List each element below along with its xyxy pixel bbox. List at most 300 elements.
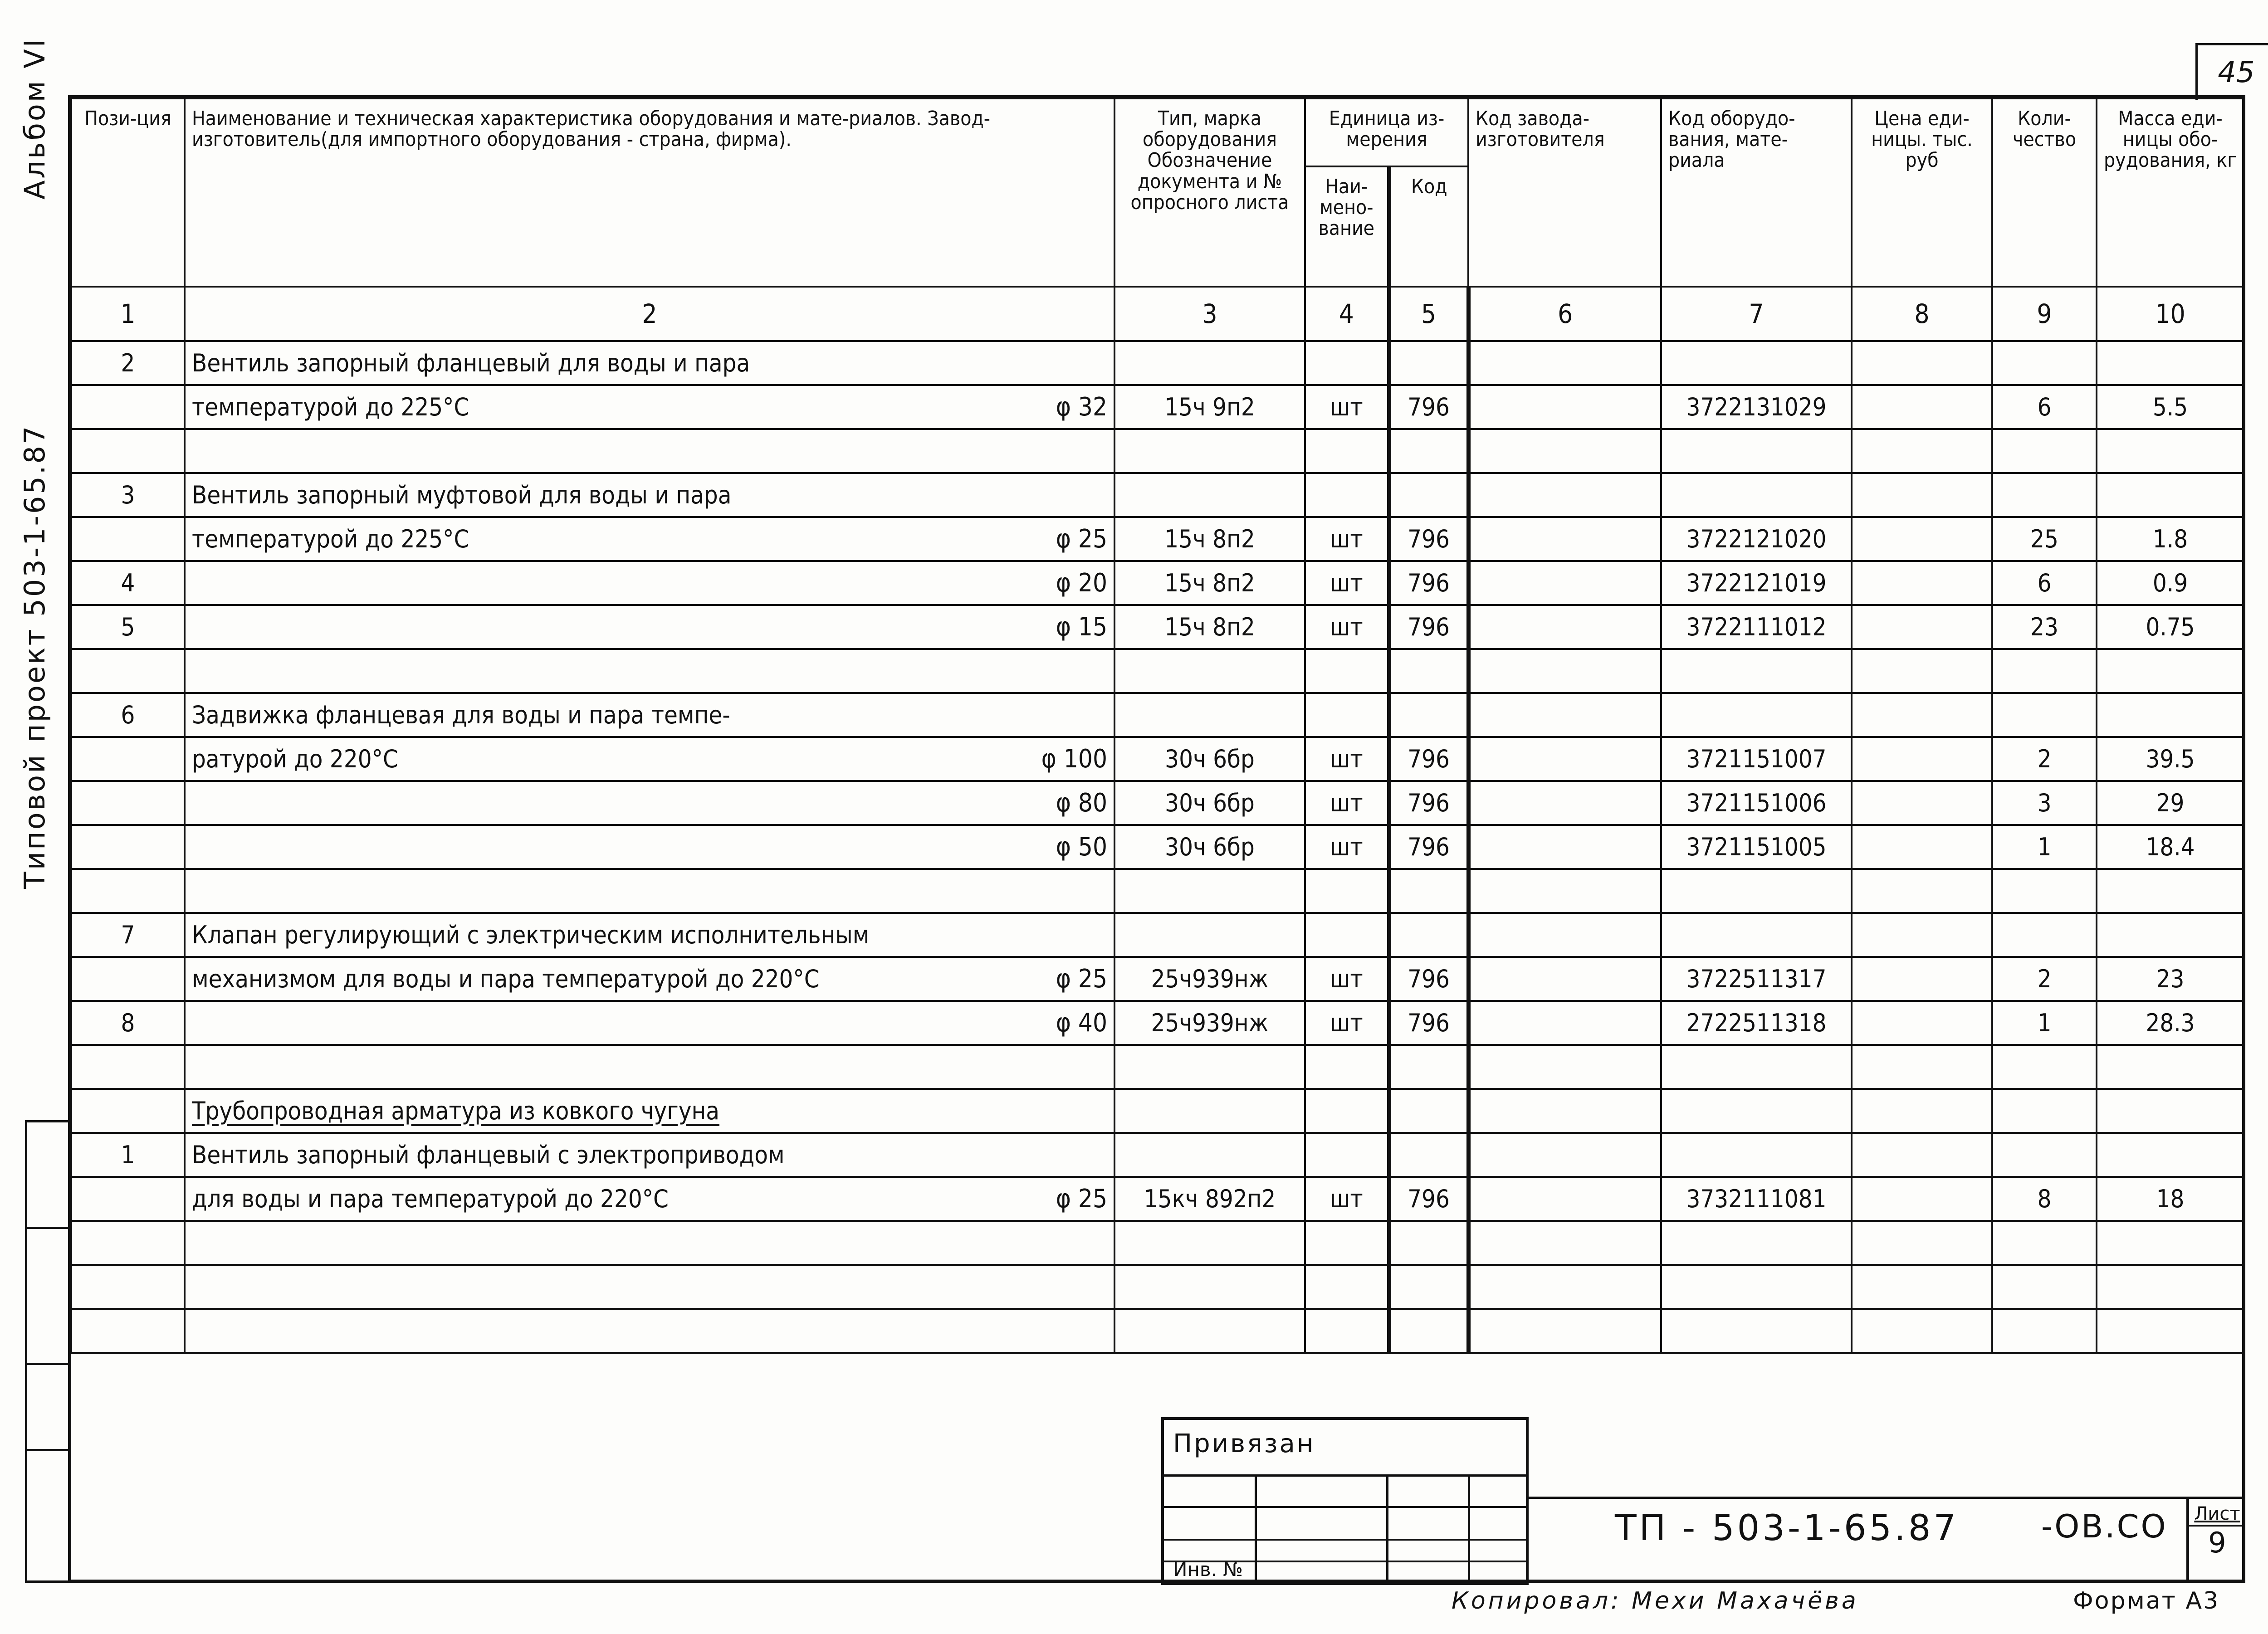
cell-unit-code	[1389, 473, 1468, 517]
cell-plant-code	[1468, 1265, 1661, 1309]
cell-plant-code	[1468, 957, 1661, 1001]
cell-equipment-code	[1661, 341, 1852, 385]
cell-unit-code	[1389, 1265, 1468, 1309]
cell-plant-code	[1468, 649, 1661, 693]
column-number-row	[71, 287, 2244, 341]
cell-unit-name: шт	[1305, 1001, 1389, 1045]
side-margin	[18, 37, 68, 889]
cell-equipment-code	[1661, 1265, 1852, 1309]
cell-quantity	[1992, 341, 2097, 385]
cell-equipment-code: 2722511318	[1661, 1001, 1852, 1045]
cell-position	[71, 781, 185, 825]
item-name: температурой до 225°С	[192, 524, 469, 553]
cell-quantity: 8	[1992, 1177, 2097, 1221]
header-unit-name: Наи-мено-вание	[1305, 166, 1389, 287]
item-diameter: φ 20	[1056, 568, 1107, 598]
cell-name	[185, 561, 1114, 605]
cell-mass: 39.5	[2097, 737, 2244, 781]
cell-equipment-code	[1661, 913, 1852, 957]
header-name: Наименование и техническая характеристика оборудования и мате-риалов. Завод-изготовитель(для импортного оборудования - страна, фирма).	[185, 98, 1114, 287]
cell-equipment-code	[1661, 473, 1852, 517]
cell-unit-code: 796	[1389, 517, 1468, 561]
header-price: Цена еди-ницы. тыс. руб	[1852, 98, 1992, 287]
cell-name	[185, 1177, 1114, 1221]
table-row	[71, 957, 2244, 1001]
sheet-value: 9	[2208, 1526, 2226, 1559]
cell-position	[71, 1221, 185, 1265]
item-name: ратурой до 220°С	[192, 744, 398, 773]
inventory-label: Инв. №	[1173, 1558, 1243, 1580]
cell-plant-code	[1468, 1045, 1661, 1089]
table-row	[71, 517, 2244, 561]
cell-equipment-code: 3721151005	[1661, 825, 1852, 869]
cell-quantity: 1	[1992, 825, 2097, 869]
binding-stamp	[1161, 1417, 1529, 1585]
cell-plant-code	[1468, 605, 1661, 649]
cell-unit-name	[1305, 693, 1389, 737]
cell-mass: 23	[2097, 957, 2244, 1001]
cell-unit-code: 796	[1389, 957, 1468, 1001]
header-type: Тип, марка оборудования Обозначение документа и № опросного листа	[1114, 98, 1305, 287]
table-row	[71, 737, 2244, 781]
cell-type	[1114, 429, 1305, 473]
cell-mass	[2097, 649, 2244, 693]
cell-type: 15кч 892п2	[1114, 1177, 1305, 1221]
cell-mass	[2097, 1265, 2244, 1309]
cell-type	[1114, 1221, 1305, 1265]
cell-position: 6	[71, 693, 185, 737]
cell-plant-code	[1468, 737, 1661, 781]
cell-mass	[2097, 429, 2244, 473]
column-number: 1	[71, 287, 185, 341]
cell-position: 7	[71, 913, 185, 957]
cell-type: 15ч 8п2	[1114, 517, 1305, 561]
cell-equipment-code	[1661, 693, 1852, 737]
cell-equipment-code: 3722131029	[1661, 385, 1852, 429]
cell-type: 15ч 8п2	[1114, 605, 1305, 649]
item-diameter: φ 50	[1056, 832, 1107, 862]
table-row	[71, 385, 2244, 429]
cell-quantity: 25	[1992, 517, 2097, 561]
cell-plant-code	[1468, 781, 1661, 825]
cell-position	[71, 1045, 185, 1089]
cell-unit-name: шт	[1305, 605, 1389, 649]
cell-name	[185, 341, 1114, 385]
cell-price	[1852, 693, 1992, 737]
item-name: температурой до 225°С	[192, 392, 469, 421]
cell-plant-code	[1468, 1309, 1661, 1353]
table-row	[71, 869, 2244, 913]
cell-position	[71, 1265, 185, 1309]
cell-unit-name	[1305, 913, 1389, 957]
cell-type: 25ч939нж	[1114, 1001, 1305, 1045]
cell-position	[71, 1089, 185, 1133]
cell-price	[1852, 605, 1992, 649]
item-diameter: φ 25	[1056, 524, 1107, 554]
cell-mass	[2097, 1221, 2244, 1265]
cell-unit-name	[1305, 341, 1389, 385]
cell-type	[1114, 1089, 1305, 1133]
cell-unit-code: 796	[1389, 561, 1468, 605]
cell-unit-code	[1389, 1309, 1468, 1353]
cell-price	[1852, 1089, 1992, 1133]
cell-type	[1114, 869, 1305, 913]
table-row	[71, 1177, 2244, 1221]
cell-quantity	[1992, 1309, 2097, 1353]
cell-unit-name: шт	[1305, 825, 1389, 869]
cell-position	[71, 429, 185, 473]
cell-unit-name	[1305, 429, 1389, 473]
cell-price	[1852, 429, 1992, 473]
cell-mass: 0.75	[2097, 605, 2244, 649]
header-position: Пози-ция	[71, 98, 185, 287]
cell-unit-code	[1389, 1045, 1468, 1089]
item-name: Вентиль запорный муфтовой для воды и пара	[192, 480, 732, 509]
cell-unit-name	[1305, 1089, 1389, 1133]
cell-plant-code	[1468, 429, 1661, 473]
cell-quantity	[1992, 693, 2097, 737]
cell-price	[1852, 1045, 1992, 1089]
cell-plant-code	[1468, 825, 1661, 869]
cell-quantity	[1992, 1045, 2097, 1089]
column-number: 9	[1992, 287, 2097, 341]
cell-mass	[2097, 869, 2244, 913]
column-number: 6	[1468, 287, 1661, 341]
cell-type	[1114, 341, 1305, 385]
cell-position: 2	[71, 341, 185, 385]
cell-equipment-code	[1661, 1045, 1852, 1089]
cell-name	[185, 825, 1114, 869]
cell-quantity: 1	[1992, 1001, 2097, 1045]
table-row	[71, 341, 2244, 385]
item-name: для воды и пара температурой до 220°С	[192, 1184, 669, 1213]
table-row	[71, 1045, 2244, 1089]
table-row	[71, 781, 2244, 825]
cell-unit-code	[1389, 1133, 1468, 1177]
cell-name	[185, 473, 1114, 517]
cell-mass: 18	[2097, 1177, 2244, 1221]
table-row	[71, 1133, 2244, 1177]
cell-unit-code	[1389, 429, 1468, 473]
cell-quantity	[1992, 869, 2097, 913]
cell-quantity	[1992, 1221, 2097, 1265]
cell-unit-name	[1305, 1133, 1389, 1177]
cell-mass	[2097, 341, 2244, 385]
item-name: Вентиль запорный фланцевый с электроприводом	[192, 1140, 785, 1169]
cell-unit-code: 796	[1389, 605, 1468, 649]
cell-name	[185, 429, 1114, 473]
table-row	[71, 429, 2244, 473]
cell-position	[71, 517, 185, 561]
column-number: 7	[1661, 287, 1852, 341]
cell-unit-code: 796	[1389, 781, 1468, 825]
cell-plant-code	[1468, 561, 1661, 605]
cell-price	[1852, 957, 1992, 1001]
cell-price	[1852, 385, 1992, 429]
cell-unit-name: шт	[1305, 781, 1389, 825]
cell-equipment-code: 3732111081	[1661, 1177, 1852, 1221]
cell-unit-code	[1389, 693, 1468, 737]
cell-mass: 29	[2097, 781, 2244, 825]
cell-quantity	[1992, 1265, 2097, 1309]
cell-position: 3	[71, 473, 185, 517]
column-number: 3	[1114, 287, 1305, 341]
cell-price	[1852, 1265, 1992, 1309]
table-row	[71, 825, 2244, 869]
item-name: Клапан регулирующий с электрическим исполнительным	[192, 920, 870, 949]
cell-plant-code	[1468, 1089, 1661, 1133]
cell-unit-name	[1305, 473, 1389, 517]
cell-price	[1852, 1133, 1992, 1177]
cell-price	[1852, 869, 1992, 913]
table-row	[71, 605, 2244, 649]
cell-quantity	[1992, 429, 2097, 473]
cell-name	[185, 913, 1114, 957]
cell-name	[185, 869, 1114, 913]
cell-position: 8	[71, 1001, 185, 1045]
cell-price	[1852, 913, 1992, 957]
column-number: 5	[1389, 287, 1468, 341]
cell-price	[1852, 1221, 1992, 1265]
item-name: Вентиль запорный фланцевый для воды и пара	[192, 348, 750, 377]
table-row	[71, 693, 2244, 737]
cell-unit-code: 796	[1389, 1177, 1468, 1221]
cell-equipment-code: 3722121020	[1661, 517, 1852, 561]
cell-quantity: 6	[1992, 561, 2097, 605]
cell-price	[1852, 561, 1992, 605]
cell-type	[1114, 1265, 1305, 1309]
cell-unit-name: шт	[1305, 517, 1389, 561]
cell-mass	[2097, 1089, 2244, 1133]
document-designation: ТП - 503-1-65.87	[1615, 1508, 1959, 1549]
cell-type: 25ч939нж	[1114, 957, 1305, 1001]
cell-plant-code	[1468, 473, 1661, 517]
cell-unit-name	[1305, 1045, 1389, 1089]
cell-name	[185, 1089, 1114, 1133]
cell-plant-code	[1468, 1221, 1661, 1265]
cell-equipment-code: 3722121019	[1661, 561, 1852, 605]
cell-unit-name: шт	[1305, 385, 1389, 429]
cell-plant-code	[1468, 1133, 1661, 1177]
cell-equipment-code	[1661, 869, 1852, 913]
cell-plant-code	[1468, 341, 1661, 385]
cell-unit-code	[1389, 913, 1468, 957]
cell-price	[1852, 649, 1992, 693]
cell-name	[185, 605, 1114, 649]
cell-name	[185, 737, 1114, 781]
table-row	[71, 1001, 2244, 1045]
sheet-number: 45	[2195, 43, 2268, 100]
cell-price	[1852, 341, 1992, 385]
cell-plant-code	[1468, 869, 1661, 913]
cell-position	[71, 825, 185, 869]
column-number: 10	[2097, 287, 2244, 341]
table-row	[71, 473, 2244, 517]
table-row	[71, 1221, 2244, 1265]
cell-unit-code: 796	[1389, 385, 1468, 429]
cell-unit-code: 796	[1389, 737, 1468, 781]
cell-unit-name	[1305, 1309, 1389, 1353]
item-diameter: φ 40	[1056, 1008, 1107, 1038]
cell-name	[185, 1309, 1114, 1353]
cell-price	[1852, 781, 1992, 825]
cell-position	[71, 1177, 185, 1221]
cell-price	[1852, 1309, 1992, 1353]
cell-equipment-code: 3722111012	[1661, 605, 1852, 649]
cell-unit-code: 796	[1389, 825, 1468, 869]
cell-plant-code	[1468, 693, 1661, 737]
header-unit-code: Код	[1389, 166, 1468, 287]
cell-price	[1852, 473, 1992, 517]
cell-position	[71, 957, 185, 1001]
table-row	[71, 1309, 2244, 1353]
cell-type	[1114, 1309, 1305, 1353]
cell-mass	[2097, 1309, 2244, 1353]
cell-unit-name	[1305, 649, 1389, 693]
paper-format: Формат А3	[2073, 1587, 2220, 1614]
cell-equipment-code: 3722511317	[1661, 957, 1852, 1001]
cell-type: 30ч 6бр	[1114, 781, 1305, 825]
cell-type: 15ч 8п2	[1114, 561, 1305, 605]
cell-mass	[2097, 913, 2244, 957]
cell-equipment-code	[1661, 429, 1852, 473]
cell-position: 4	[71, 561, 185, 605]
cell-name	[185, 1001, 1114, 1045]
cell-name	[185, 517, 1114, 561]
cell-equipment-code	[1661, 1221, 1852, 1265]
column-number: 4	[1305, 287, 1389, 341]
cell-name	[185, 693, 1114, 737]
cell-quantity	[1992, 1133, 2097, 1177]
cell-unit-code	[1389, 1089, 1468, 1133]
cell-mass: 28.3	[2097, 1001, 2244, 1045]
cell-quantity	[1992, 649, 2097, 693]
cell-position	[71, 1309, 185, 1353]
cell-quantity: 23	[1992, 605, 2097, 649]
cell-plant-code	[1468, 385, 1661, 429]
cell-position	[71, 649, 185, 693]
bound-label: Привязан	[1173, 1429, 1315, 1458]
cell-name	[185, 385, 1114, 429]
item-name: Задвижка фланцевая для воды и пара темпе-	[192, 700, 730, 729]
cell-mass: 0.9	[2097, 561, 2244, 605]
cell-quantity: 2	[1992, 957, 2097, 1001]
cell-unit-name: шт	[1305, 957, 1389, 1001]
header-equipment-code: Код оборудо-вания, мате-риала	[1661, 98, 1852, 287]
cell-mass: 5.5	[2097, 385, 2244, 429]
left-binding-strip	[25, 1120, 68, 1583]
cell-name	[185, 781, 1114, 825]
cell-equipment-code	[1661, 1089, 1852, 1133]
cell-equipment-code	[1661, 1309, 1852, 1353]
specification-table	[70, 98, 2245, 1354]
sheet-label: Лист	[2194, 1503, 2240, 1524]
table-row	[71, 649, 2244, 693]
cell-type: 30ч 6бр	[1114, 737, 1305, 781]
cell-unit-code	[1389, 649, 1468, 693]
table-row	[71, 913, 2244, 957]
cell-position	[71, 737, 185, 781]
column-number: 8	[1852, 287, 1992, 341]
cell-type	[1114, 693, 1305, 737]
cell-type	[1114, 473, 1305, 517]
cell-quantity: 3	[1992, 781, 2097, 825]
cell-quantity	[1992, 1089, 2097, 1133]
header-mass: Масса еди-ницы обо-рудования, кг	[2097, 98, 2244, 287]
cell-plant-code	[1468, 517, 1661, 561]
cell-type	[1114, 1133, 1305, 1177]
cell-position: 5	[71, 605, 185, 649]
header-unit: Единица из-мерения	[1305, 98, 1468, 166]
item-diameter: φ 25	[1056, 1184, 1107, 1214]
item-diameter: φ 32	[1056, 392, 1107, 422]
cell-price	[1852, 737, 1992, 781]
table-row	[71, 561, 2244, 605]
cell-unit-name: шт	[1305, 561, 1389, 605]
item-name: механизмом для воды и пара температурой до 220°С	[192, 964, 820, 993]
cell-mass	[2097, 1133, 2244, 1177]
cell-unit-name	[1305, 869, 1389, 913]
cell-equipment-code	[1661, 649, 1852, 693]
column-number: 2	[185, 287, 1114, 341]
cell-unit-name: шт	[1305, 737, 1389, 781]
copied-by: Копировал: Мехи Махачёва	[1452, 1587, 1859, 1614]
cell-price	[1852, 1177, 1992, 1221]
cell-quantity: 2	[1992, 737, 2097, 781]
item-diameter: φ 25	[1056, 964, 1107, 994]
cell-quantity	[1992, 913, 2097, 957]
cell-plant-code	[1468, 1177, 1661, 1221]
section-title: Трубопроводная арматура из ковкого чугуна	[192, 1096, 720, 1125]
cell-unit-name	[1305, 1265, 1389, 1309]
cell-equipment-code: 3721151007	[1661, 737, 1852, 781]
item-diameter: φ 100	[1041, 744, 1107, 774]
project-label: Типовой проект 503-1-65.87	[18, 424, 51, 889]
item-diameter: φ 15	[1056, 612, 1107, 642]
cell-position	[71, 385, 185, 429]
header-plant-code: Код завода-изготовителя	[1468, 98, 1661, 287]
cell-price	[1852, 825, 1992, 869]
cell-mass	[2097, 693, 2244, 737]
cell-mass: 1.8	[2097, 517, 2244, 561]
cell-quantity: 6	[1992, 385, 2097, 429]
cell-position: 1	[71, 1133, 185, 1177]
cell-name	[185, 649, 1114, 693]
cell-price	[1852, 1001, 1992, 1045]
cell-mass	[2097, 1045, 2244, 1089]
cell-name	[185, 1221, 1114, 1265]
cell-price	[1852, 517, 1992, 561]
cell-type	[1114, 649, 1305, 693]
cell-mass	[2097, 473, 2244, 517]
cell-unit-name: шт	[1305, 1177, 1389, 1221]
cell-unit-code	[1389, 341, 1468, 385]
header-quantity: Коли-чество	[1992, 98, 2097, 287]
album-label: Альбом VI	[18, 37, 51, 200]
cell-type	[1114, 913, 1305, 957]
document-code: -ОВ.СО	[2041, 1508, 2168, 1545]
cell-unit-code: 796	[1389, 1001, 1468, 1045]
cell-equipment-code: 3721151006	[1661, 781, 1852, 825]
item-diameter: φ 80	[1056, 788, 1107, 818]
cell-type: 15ч 9п2	[1114, 385, 1305, 429]
cell-quantity	[1992, 473, 2097, 517]
cell-equipment-code	[1661, 1133, 1852, 1177]
cell-plant-code	[1468, 913, 1661, 957]
cell-name	[185, 1133, 1114, 1177]
cell-name	[185, 1265, 1114, 1309]
cell-name	[185, 1045, 1114, 1089]
